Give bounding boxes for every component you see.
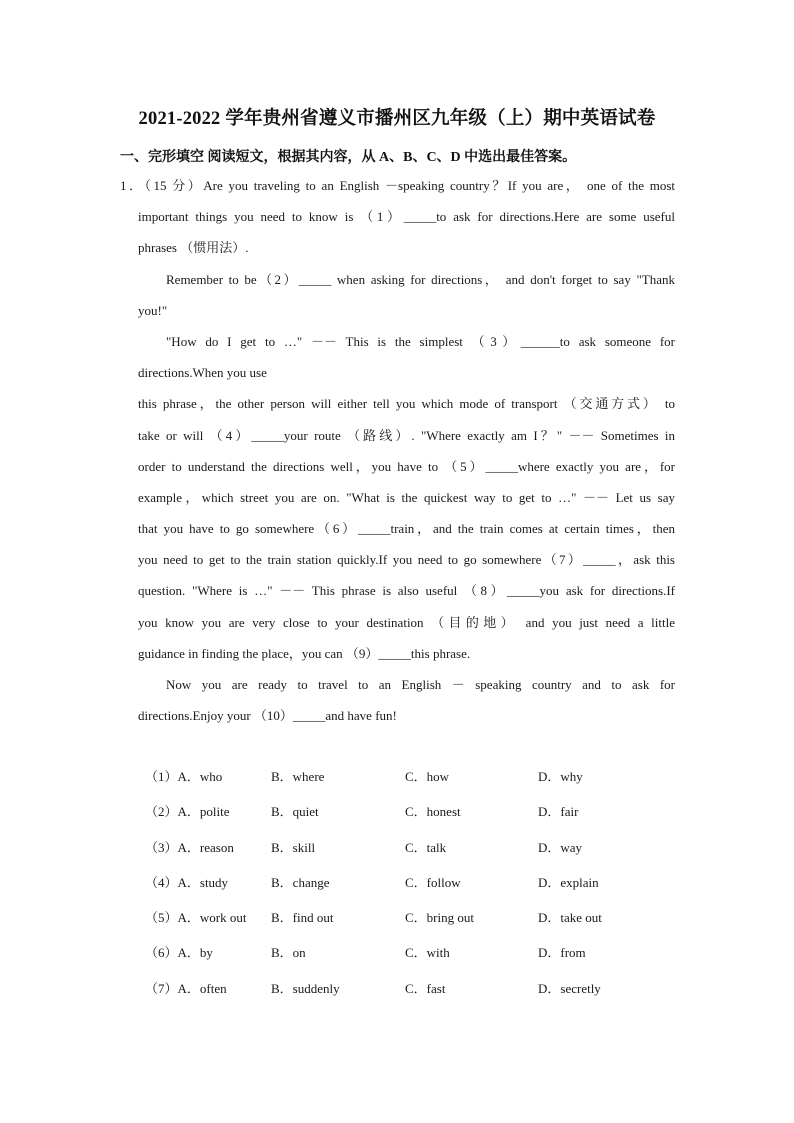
option-row: [145, 801, 665, 836]
option-d: D．why: [538, 769, 583, 784]
passage-line: take or will （4）_____your route （路线）. "Where exactly am I？" －－ Sometimes in: [138, 427, 675, 443]
passage-line: you know you are very close to your destination （目的地） and you just need a little: [138, 614, 675, 630]
answer-options: [145, 766, 665, 1013]
option-d: D．take out: [538, 910, 602, 926]
option-a: （3）A．reason: [145, 839, 234, 855]
option-a: （1）A．who: [145, 769, 223, 784]
option-row: [145, 837, 665, 872]
option-d: D．secretly: [538, 980, 601, 996]
option-a: （6）A．by: [145, 945, 213, 961]
passage-line: that you have to go somewhere（6）_____train，and the train comes at certain times，then: [138, 521, 675, 537]
option-c: C．bring out: [405, 910, 474, 926]
option-d: D．explain: [538, 874, 599, 890]
passage: [120, 170, 675, 731]
option-b: B．on: [271, 945, 306, 961]
passage-line: guidance in finding the place，you can （9）_____this phrase.: [138, 645, 471, 661]
option-b: B．change: [271, 874, 330, 890]
passage-line: 1．（15 分）Are you traveling to an English －speaking country？If you are， one of the most: [120, 178, 675, 193]
option-a: （2）A．polite: [145, 804, 230, 820]
passage-line: you need to get to the train station quickly.If you need to go somewhere（7）_____，ask this: [138, 552, 675, 568]
option-b: B．find out: [271, 910, 334, 926]
passage-line: Remember to be（2）_____ when asking for directions， and don't forget to say "Thank: [166, 271, 675, 287]
option-a: （7）A．often: [145, 980, 227, 996]
option-d: D．fair: [538, 804, 579, 820]
option-row: [145, 766, 665, 801]
option-d: D．from: [538, 945, 586, 961]
option-row: [145, 872, 665, 907]
passage-line: question. "Where is …" －－ This phrase is also useful （8）_____you ask for directions.If: [138, 583, 675, 599]
option-c: C．how: [405, 769, 450, 784]
option-a: （5）A．work out: [145, 910, 247, 926]
option-c: C．with: [405, 945, 450, 961]
option-c: C．follow: [405, 874, 461, 890]
option-b: B．skill: [271, 839, 316, 855]
passage-line: directions.When you use: [138, 365, 267, 381]
passage-line: important things you need to know is （1）_____to ask for directions.Here are some useful: [138, 209, 675, 225]
option-b: B．suddenly: [271, 980, 340, 996]
passage-line: order to understand the directions well，you have to （5）_____where exactly you are，for: [138, 458, 675, 474]
section-heading: 一、完形填空 阅读短文，根据其内容，从 A、B、C、D 中选出最佳答案。: [120, 150, 577, 165]
passage-line: example，which street you are on. "What is the quickest way to get to …" －－ Let us say: [138, 489, 675, 505]
option-b: B．where: [271, 769, 325, 784]
option-c: C．fast: [405, 980, 446, 996]
passage-line: phrases （惯用法）.: [138, 240, 249, 256]
option-c: C．talk: [405, 839, 447, 855]
passage-line: this phrase，the other person will either tell you which mode of transport （交通方式） to: [138, 396, 675, 412]
option-row: [145, 942, 665, 977]
exam-title: 2021-2022 学年贵州省遵义市播州区九年级（上）期中英语试卷: [138, 109, 656, 129]
option-row: [145, 978, 665, 1013]
option-d: D．way: [538, 839, 583, 855]
option-b: B．quiet: [271, 804, 319, 820]
option-a: （4）A．study: [145, 874, 229, 890]
passage-line: "How do I get to …" －－ This is the simplest （3）______to ask someone for: [166, 333, 675, 349]
passage-line: directions.Enjoy your （10）_____and have fun!: [138, 708, 397, 724]
passage-line: you!": [138, 302, 168, 318]
option-row: [145, 907, 665, 942]
passage-line: Now you are ready to travel to an English － speaking country and to ask for: [166, 677, 675, 692]
option-c: C．honest: [405, 804, 461, 820]
